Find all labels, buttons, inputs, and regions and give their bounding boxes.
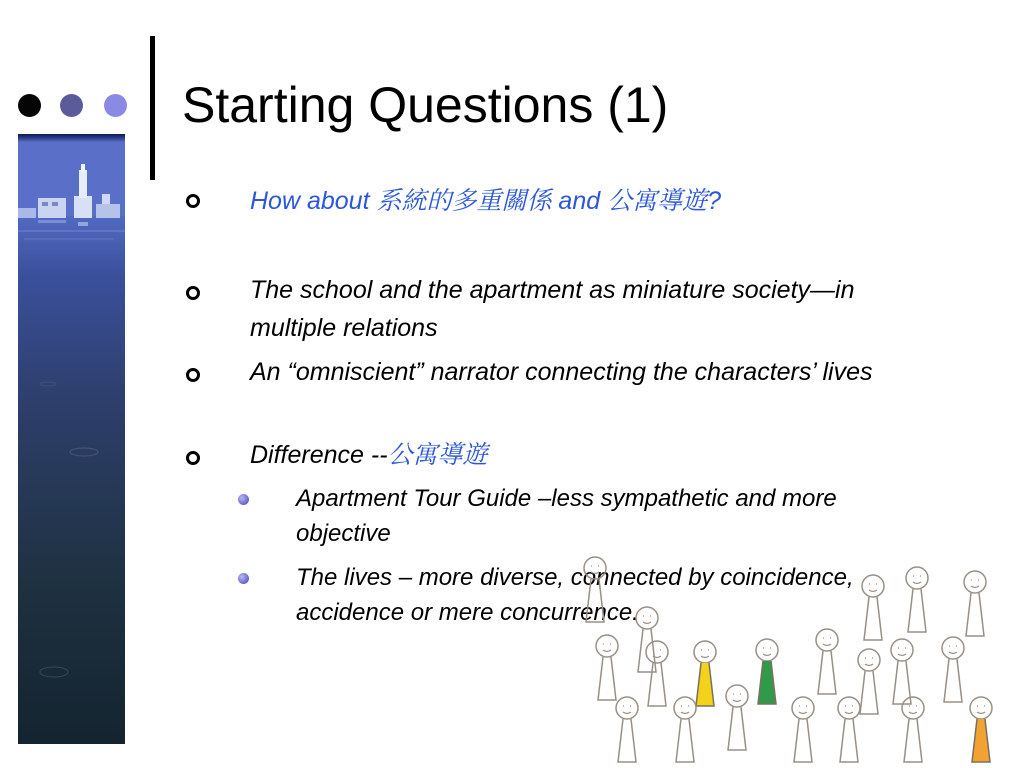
stick-figures [584, 557, 992, 762]
stick-figure [646, 641, 668, 706]
bullet-ring-icon [186, 286, 200, 300]
bullet-4-text-a: Difference -- [250, 441, 388, 469]
bullet-1 [250, 182, 910, 220]
stick-figure [756, 639, 778, 704]
stick-figure [970, 697, 992, 762]
stick-figure [674, 697, 696, 762]
sub-bullet-dot-icon [238, 494, 249, 505]
sub-bullet-dot-icon [238, 573, 249, 584]
stick-figure [584, 557, 606, 622]
stick-figure [792, 697, 814, 762]
slide-title: Starting Questions (1) [182, 77, 669, 133]
bullet-1-text-a: How about [250, 187, 377, 215]
bullet-ring-icon [186, 194, 200, 208]
bullet-4-text-b: 公寓導遊 [387, 441, 488, 469]
bullet-3: An “omniscient” narrator connecting the characters’ lives [250, 358, 873, 386]
sub-bullet-1: Apartment Tour Guide –less sympathetic and more objective [296, 485, 837, 547]
sub-bullet-2: The lives – more diverse, connected by coincidence, accidence or mere concurrence. [296, 564, 854, 626]
bullet-2: The school and the apartment as miniature society—in multiple relations [250, 276, 855, 342]
stick-figure [596, 635, 618, 700]
stick-figure [816, 629, 838, 694]
stick-figure [726, 685, 748, 750]
stick-figure [942, 637, 964, 702]
bullet-ring-icon [186, 451, 200, 465]
stick-figure-people-drawing [577, 556, 1000, 768]
bullet-1-text-b: 系統的多重關係 [376, 187, 552, 215]
bullet-4 [250, 436, 910, 474]
stick-figure [891, 639, 913, 704]
bullet-1-text-d: 公寓導遊 [607, 187, 708, 215]
stick-figure [858, 649, 880, 714]
bullet-ring-icon [186, 368, 200, 382]
stick-figure [902, 697, 924, 762]
bullet-1-text-e: ? [707, 187, 722, 215]
bullet-1-text-c: and [551, 187, 608, 215]
stick-figure [906, 567, 928, 632]
stick-figure [616, 697, 638, 762]
stick-figure [964, 571, 986, 636]
stick-figure [862, 575, 884, 640]
stick-figure [838, 697, 860, 762]
stick-figure [694, 641, 716, 706]
